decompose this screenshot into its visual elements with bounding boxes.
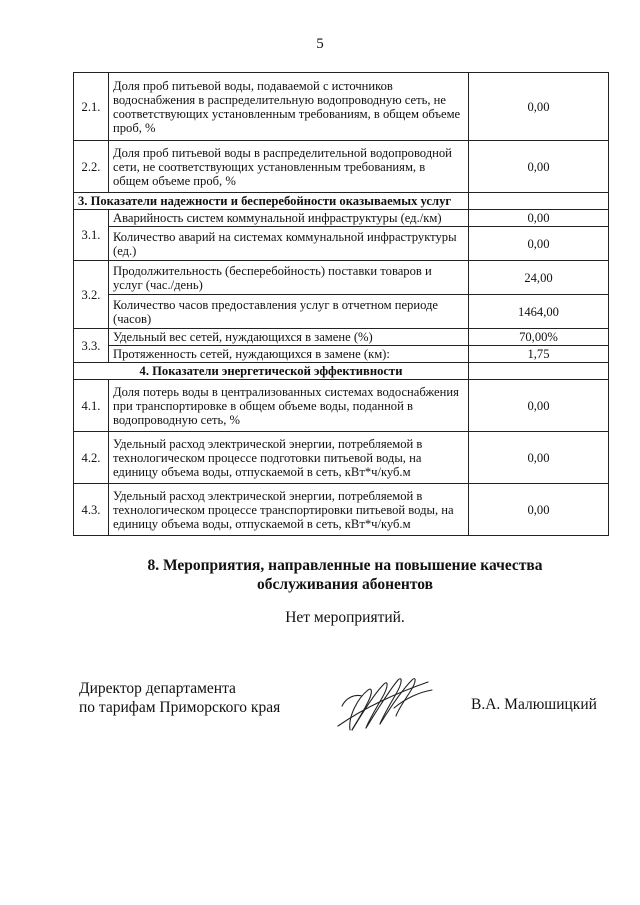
table-row — [74, 73, 609, 141]
section-row — [74, 363, 609, 380]
table-row — [74, 432, 609, 484]
row-description: Доля проб питьевой воды в распределительной водопроводной сети, не соответствующих установленным требованиям, в общем объеме проб, % — [109, 141, 469, 193]
row-description: Количество аварий на системах коммунальной инфраструктуры (ед.) — [109, 227, 469, 261]
row-value: 24,00 — [469, 261, 609, 295]
row-description: Удельный расход электрической энергии, потребляемой в технологическом процессе транспортировки питьевой воды, на единицу объема воды, отпускаемой в сеть, кВт*ч/куб.м — [109, 484, 469, 536]
row-description: Продолжительность (бесперебойность) поставки товаров и услуг (час./день) — [109, 261, 469, 295]
row-description: Аварийность систем коммунальной инфраструктуры (ед./км) — [109, 210, 469, 227]
section-8-heading — [0, 556, 640, 594]
row-value: 0,00 — [469, 484, 609, 536]
row-description: Протяженность сетей, нуждающихся в замене (км): — [109, 346, 469, 363]
row-value: 70,00% — [469, 329, 609, 346]
row-value: 0,00 — [469, 432, 609, 484]
row-value: 0,00 — [469, 73, 609, 141]
table-row — [74, 329, 609, 346]
row-value: 1,75 — [469, 346, 609, 363]
section-title: 3. Показатели надежности и бесперебойности оказываемых услуг — [74, 193, 469, 210]
table-row — [74, 380, 609, 432]
row-number: 4.2. — [74, 432, 109, 484]
row-number: 2.2. — [74, 141, 109, 193]
table-row — [74, 261, 609, 295]
signatory-position — [79, 679, 280, 717]
signatory-position-line2: по тарифам Приморского края — [79, 699, 281, 716]
table-row — [74, 295, 609, 329]
row-description: Количество часов предоставления услуг в отчетном периоде (часов) — [109, 295, 469, 329]
section-row — [74, 193, 609, 210]
row-number: 3.2. — [74, 261, 109, 329]
section-title: 4. Показатели энергетической эффективности — [74, 363, 469, 380]
row-description: Удельный расход электрической энергии, потребляемой в технологическом процессе подготовки питьевой воды, на единицу объема воды, отпускаемой в сеть, кВт*ч/куб.м — [109, 432, 469, 484]
table-row — [74, 227, 609, 261]
table-row — [74, 484, 609, 536]
row-description: Удельный вес сетей, нуждающихся в замене (%) — [109, 329, 469, 346]
row-value: 0,00 — [469, 227, 609, 261]
page-number: 5 — [316, 36, 324, 52]
section-8-heading-line1: 8. Мероприятия, направленные на повышение качества — [147, 557, 543, 574]
table-row — [74, 141, 609, 193]
row-value: 0,00 — [469, 210, 609, 227]
table-row — [74, 210, 609, 227]
indicators-table — [73, 72, 609, 536]
signatory-position-line1: Директор департамента — [79, 680, 236, 697]
signatory-name: В.А. Малюшицкий — [471, 696, 597, 713]
row-description: Доля потерь воды в централизованных системах водоснабжения при транспортировке в общем объеме воды, поданной в водопроводную сеть, % — [109, 380, 469, 432]
row-description: Доля проб питьевой воды, подаваемой с источников водоснабжения в распределительную водопроводную сеть, не соответствующих установленным требованиям, в общем объеме проб, % — [109, 73, 469, 141]
row-value: 0,00 — [469, 141, 609, 193]
no-measures-text: Нет мероприятий. — [285, 609, 405, 626]
row-number: 4.1. — [74, 380, 109, 432]
row-number: 4.3. — [74, 484, 109, 536]
row-number: 2.1. — [74, 73, 109, 141]
table-row — [74, 346, 609, 363]
row-value: 1464,00 — [469, 295, 609, 329]
row-value: 0,00 — [469, 380, 609, 432]
handwritten-signature — [328, 668, 443, 743]
row-number: 3.3. — [74, 329, 109, 363]
section-8-heading-line2: обслуживания абонентов — [257, 576, 433, 593]
row-number: 3.1. — [74, 210, 109, 261]
